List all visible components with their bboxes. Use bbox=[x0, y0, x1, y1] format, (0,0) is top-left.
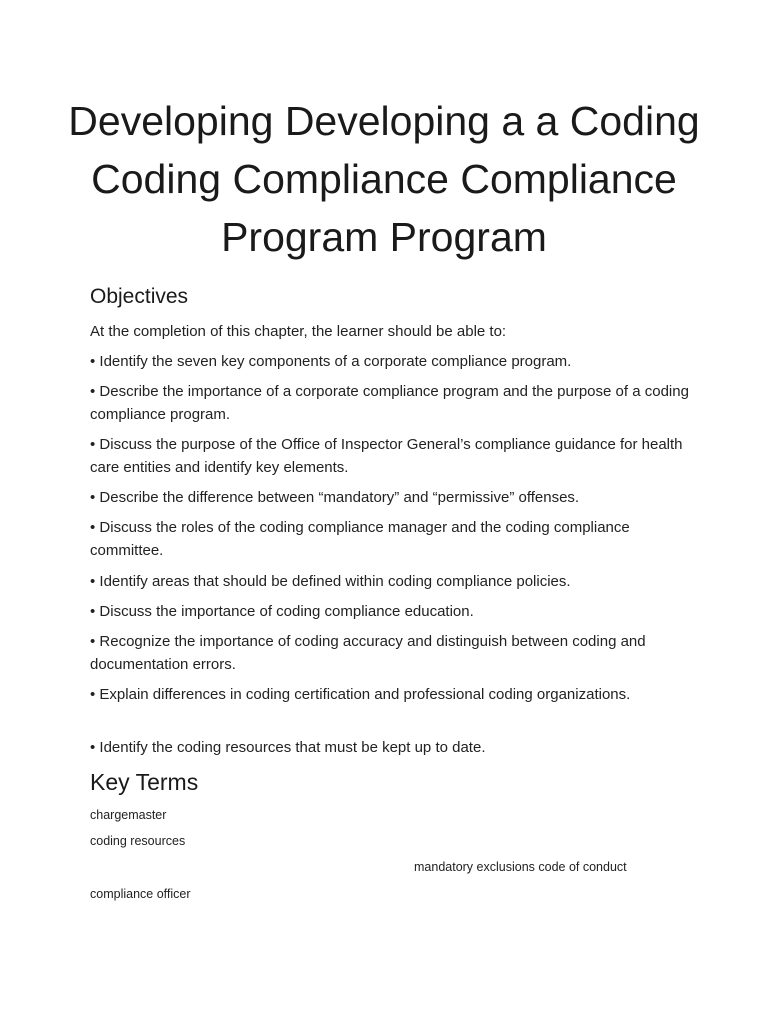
objective-item: • Recognize the importance of coding accuracy and distinguish between coding and documentation errors. bbox=[90, 633, 646, 673]
objectives-heading: Objectives bbox=[90, 285, 189, 308]
page-title: Developing Developing a a Coding Coding Compliance Compliance Program Program bbox=[68, 98, 700, 260]
objective-item: • Describe the importance of a corporate compliance program and the purpose of a coding compliance program. bbox=[90, 383, 689, 423]
key-term: chargemaster bbox=[90, 808, 167, 822]
objective-item: • Identify the seven key components of a corporate compliance program. bbox=[90, 353, 572, 370]
objective-item: • Discuss the roles of the coding compliance manager and the coding compliance committee. bbox=[90, 519, 630, 559]
objective-item: • Identify areas that should be defined within coding compliance policies. bbox=[90, 573, 571, 590]
key-terms-heading: Key Terms bbox=[90, 769, 199, 795]
key-term: coding resources bbox=[90, 834, 186, 848]
objective-item: • Describe the difference between “mandatory” and “permissive” offenses. bbox=[90, 489, 580, 506]
objective-item: • Explain differences in coding certification and professional coding organizations. bbox=[90, 686, 631, 703]
objective-item: • Identify the coding resources that must be kept up to date. bbox=[90, 739, 486, 756]
objective-item: • Discuss the importance of coding compliance education. bbox=[90, 603, 474, 620]
key-term: mandatory exclusions code of conduct bbox=[414, 860, 627, 874]
key-term: compliance officer bbox=[90, 887, 191, 901]
objectives-intro: At the completion of this chapter, the learner should be able to: bbox=[90, 323, 507, 340]
objective-item: • Discuss the purpose of the Office of Inspector General’s compliance guidance for health care entities and identify key elements. bbox=[90, 436, 683, 476]
